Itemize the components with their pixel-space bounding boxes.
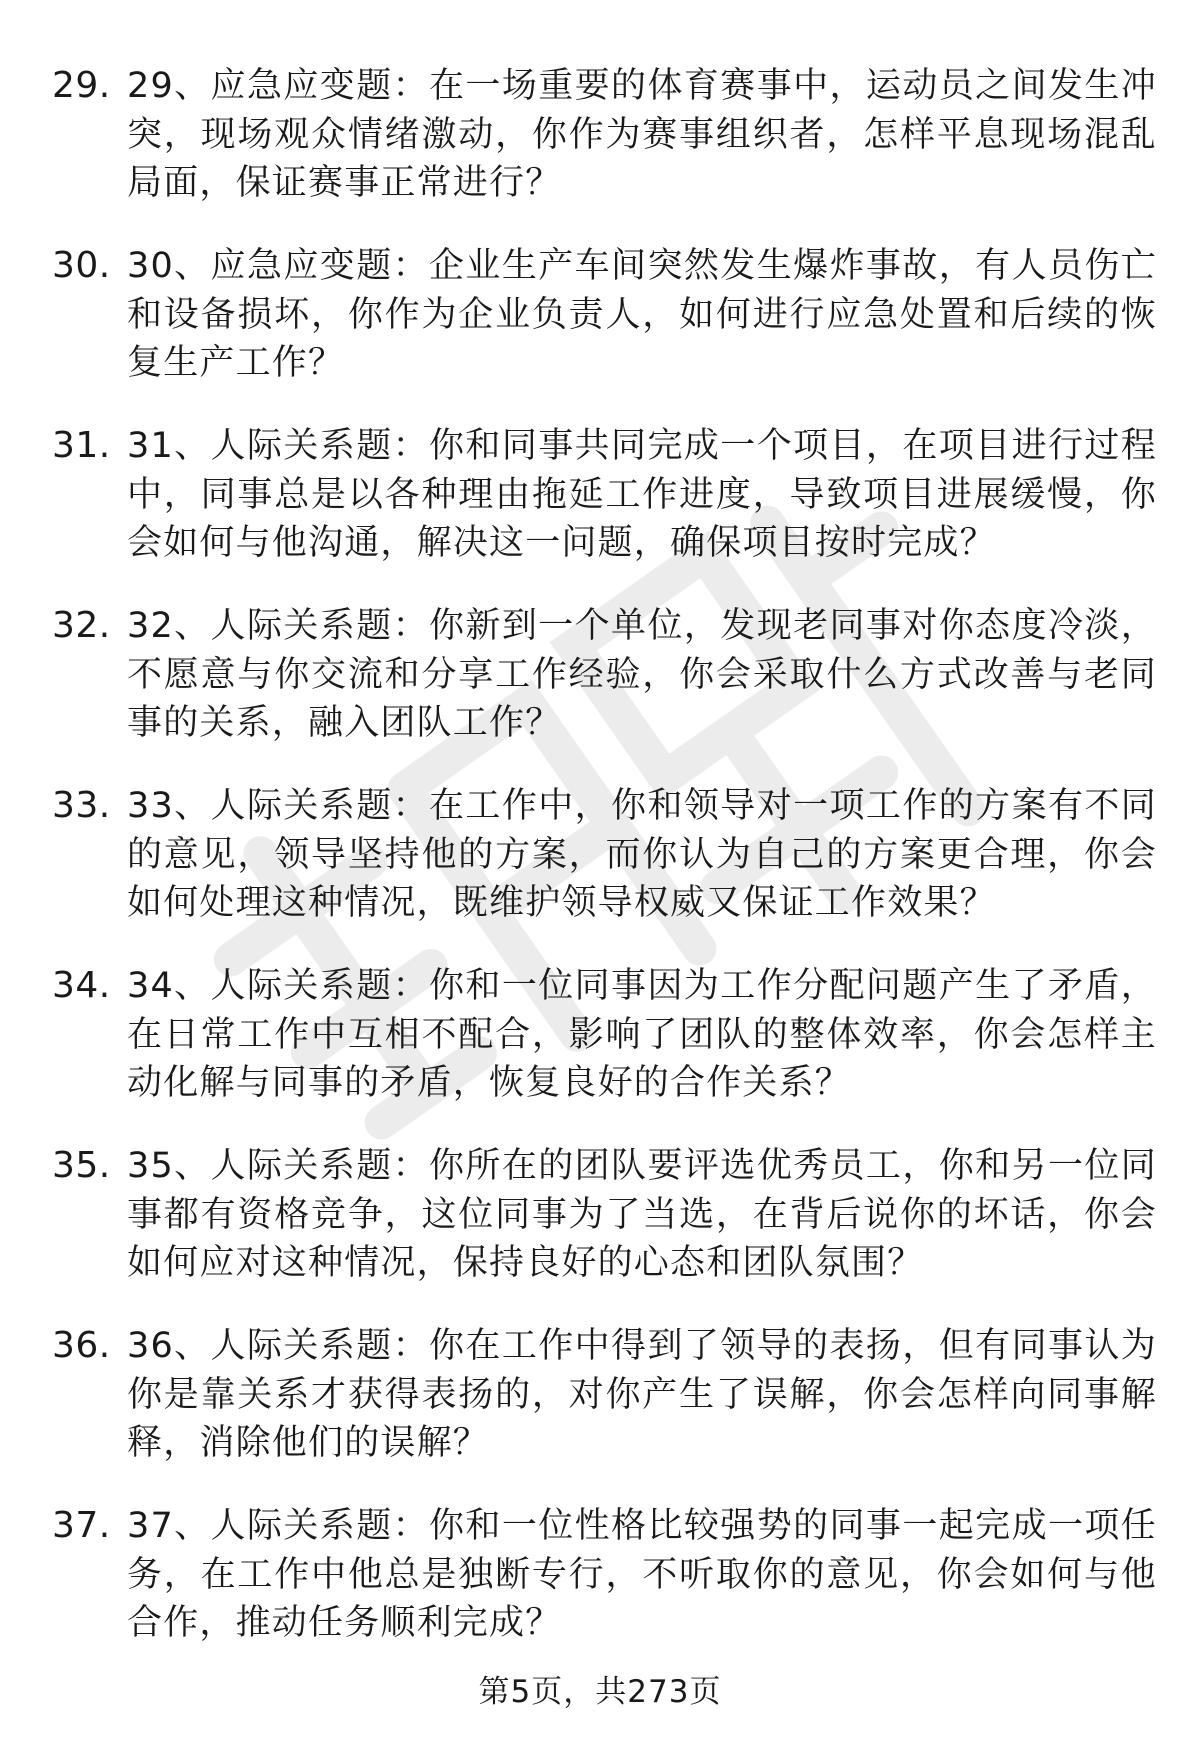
list-item	[0, 782, 1200, 962]
question-text: 30、应急应变题：企业生产车间突然发生爆炸事故，有人员伤亡和设备损坏，你作为企业负责人，如何进行应急处置和后续的恢复生产工作？	[127, 246, 1157, 383]
list-item	[0, 422, 1200, 602]
question-text: 37、人际关系题：你和一位性格比较强势的同事一起完成一项任务，在工作中他总是独断专行，不听取你的意见，你会如何与他合作，推动任务顺利完成？	[127, 1506, 1157, 1643]
question-text: 31、人际关系题：你和同事共同完成一个项目，在项目进行过程中，同事总是以各种理由拖延工作进度，导致项目进展缓慢，你会如何与他沟通，解决这一问题，确保项目按时完成？	[127, 426, 1157, 563]
question-text: 33、人际关系题：在工作中，你和领导对一项工作的方案有不同的意见，领导坚持他的方案，而你认为自己的方案更合理，你会如何处理这种情况，既维护领导权威又保证工作效果？	[127, 786, 1157, 923]
list-item	[0, 602, 1200, 782]
question-number: 33.	[52, 785, 111, 826]
question-text: 34、人际关系题：你和一位同事因为工作分配问题产生了矛盾，在日常工作中互相不配合，影响了团队的整体效率，你会怎样主动化解与同事的矛盾，恢复良好的合作关系？	[127, 966, 1157, 1103]
question-list	[0, 62, 1200, 1682]
question-text: 36、人际关系题：你在工作中得到了领导的表扬，但有同事认为你是靠关系才获得表扬的，对你产生了误解，你会怎样向同事解释，消除他们的误解？	[127, 1326, 1157, 1463]
question-number: 37.	[52, 1505, 111, 1546]
list-item	[0, 1502, 1200, 1682]
question-text: 32、人际关系题：你新到一个单位，发现老同事对你态度冷淡，不愿意与你交流和分享工作经验，你会采取什么方式改善与老同事的关系，融入团队工作？	[127, 606, 1157, 743]
list-item	[0, 962, 1200, 1142]
question-number: 34.	[52, 965, 111, 1006]
question-number: 29.	[52, 65, 111, 106]
list-item	[0, 1322, 1200, 1502]
question-number: 35.	[52, 1145, 111, 1186]
question-number: 36.	[52, 1325, 111, 1366]
list-item	[0, 62, 1200, 242]
question-number: 32.	[52, 605, 111, 646]
page-indicator: 第5页，共273页	[478, 1674, 722, 1710]
question-text: 29、应急应变题：在一场重要的体育赛事中，运动员之间发生冲突，现场观众情绪激动，你作为赛事组织者，怎样平息现场混乱局面，保证赛事正常进行？	[127, 66, 1157, 203]
question-text: 35、人际关系题：你所在的团队要评选优秀员工，你和另一位同事都有资格竞争，这位同事为了当选，在背后说你的坏话，你会如何应对这种情况，保持良好的心态和团队氛围？	[127, 1146, 1157, 1283]
question-number: 30.	[52, 245, 111, 286]
list-item	[0, 242, 1200, 422]
question-number: 31.	[52, 425, 111, 466]
list-item	[0, 1142, 1200, 1322]
